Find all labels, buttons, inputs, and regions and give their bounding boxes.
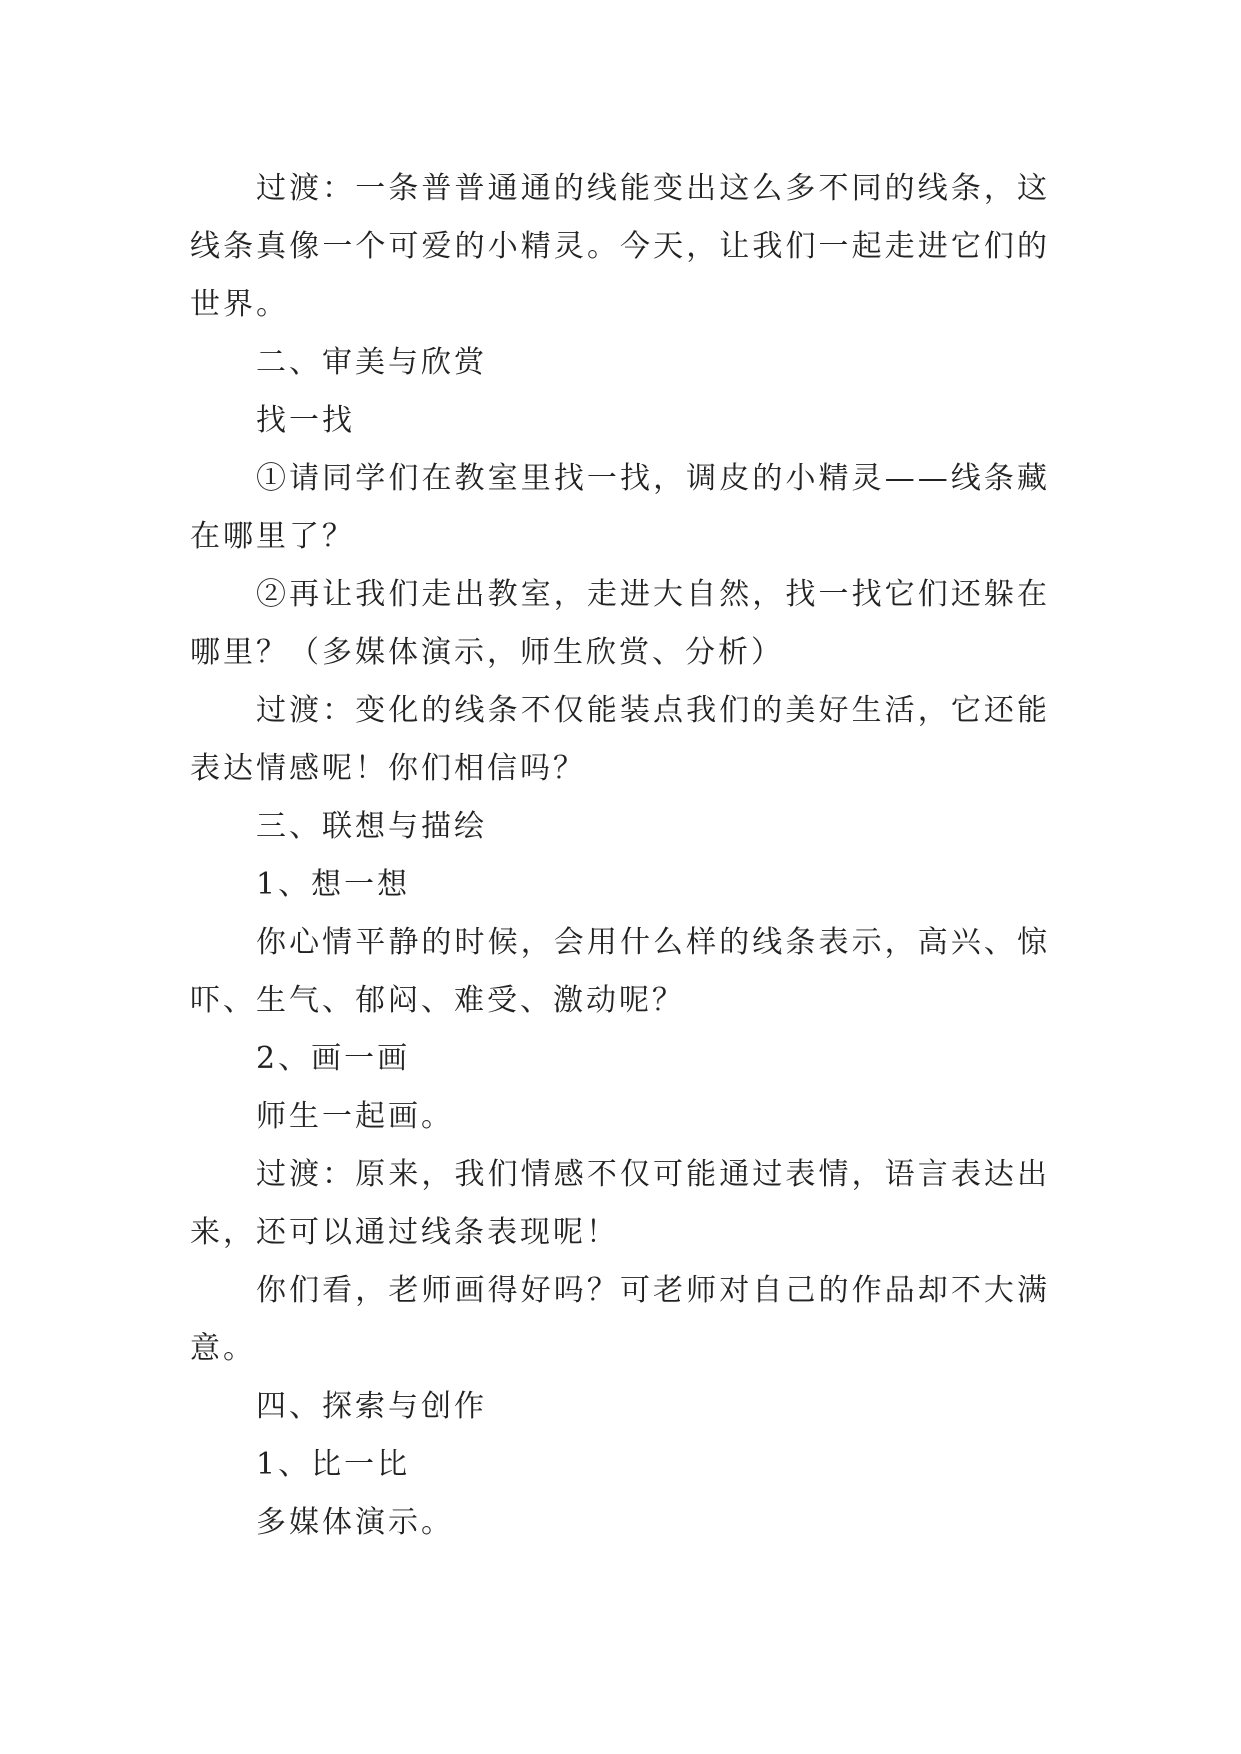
body-paragraph: 多媒体演示。 [256,1505,454,1540]
document-body [190,160,1050,1552]
subsection-heading: 1、想一想 [256,867,411,902]
section-heading: 二、审美与欣赏 [256,345,487,380]
subsection-heading: 2、画一画 [256,1041,411,1076]
body-paragraph: 师生一起画。 [256,1099,454,1134]
subsection-heading: 1、比一比 [256,1447,411,1482]
transition-paragraph: 过渡：变化的线条不仅能装点我们的美好生活，它还能表达情感呢！你们相信吗？ [190,693,1050,786]
subsection-heading: 找一找 [256,403,355,438]
body-paragraph: ②再让我们走出教室，走进大自然，找一找它们还躲在哪里？（多媒体演示，师生欣赏、分析） [190,577,1050,670]
section-heading: 四、探索与创作 [256,1389,487,1424]
transition-paragraph: 过渡：一条普普通通的线能变出这么多不同的线条，这线条真像一个可爱的小精灵。今天，让我们一起走进它们的世界。 [190,171,1050,322]
body-paragraph: 你心情平静的时候，会用什么样的线条表示，高兴、惊吓、生气、郁闷、难受、激动呢？ [190,925,1050,1018]
body-paragraph: ①请同学们在教室里找一找，调皮的小精灵——线条藏在哪里了？ [190,461,1050,554]
transition-paragraph: 过渡：原来，我们情感不仅可能通过表情，语言表达出来，还可以通过线条表现呢！ [190,1157,1050,1250]
section-heading: 三、联想与描绘 [256,809,487,844]
body-paragraph: 你们看，老师画得好吗？可老师对自己的作品却不大满意。 [190,1273,1050,1366]
